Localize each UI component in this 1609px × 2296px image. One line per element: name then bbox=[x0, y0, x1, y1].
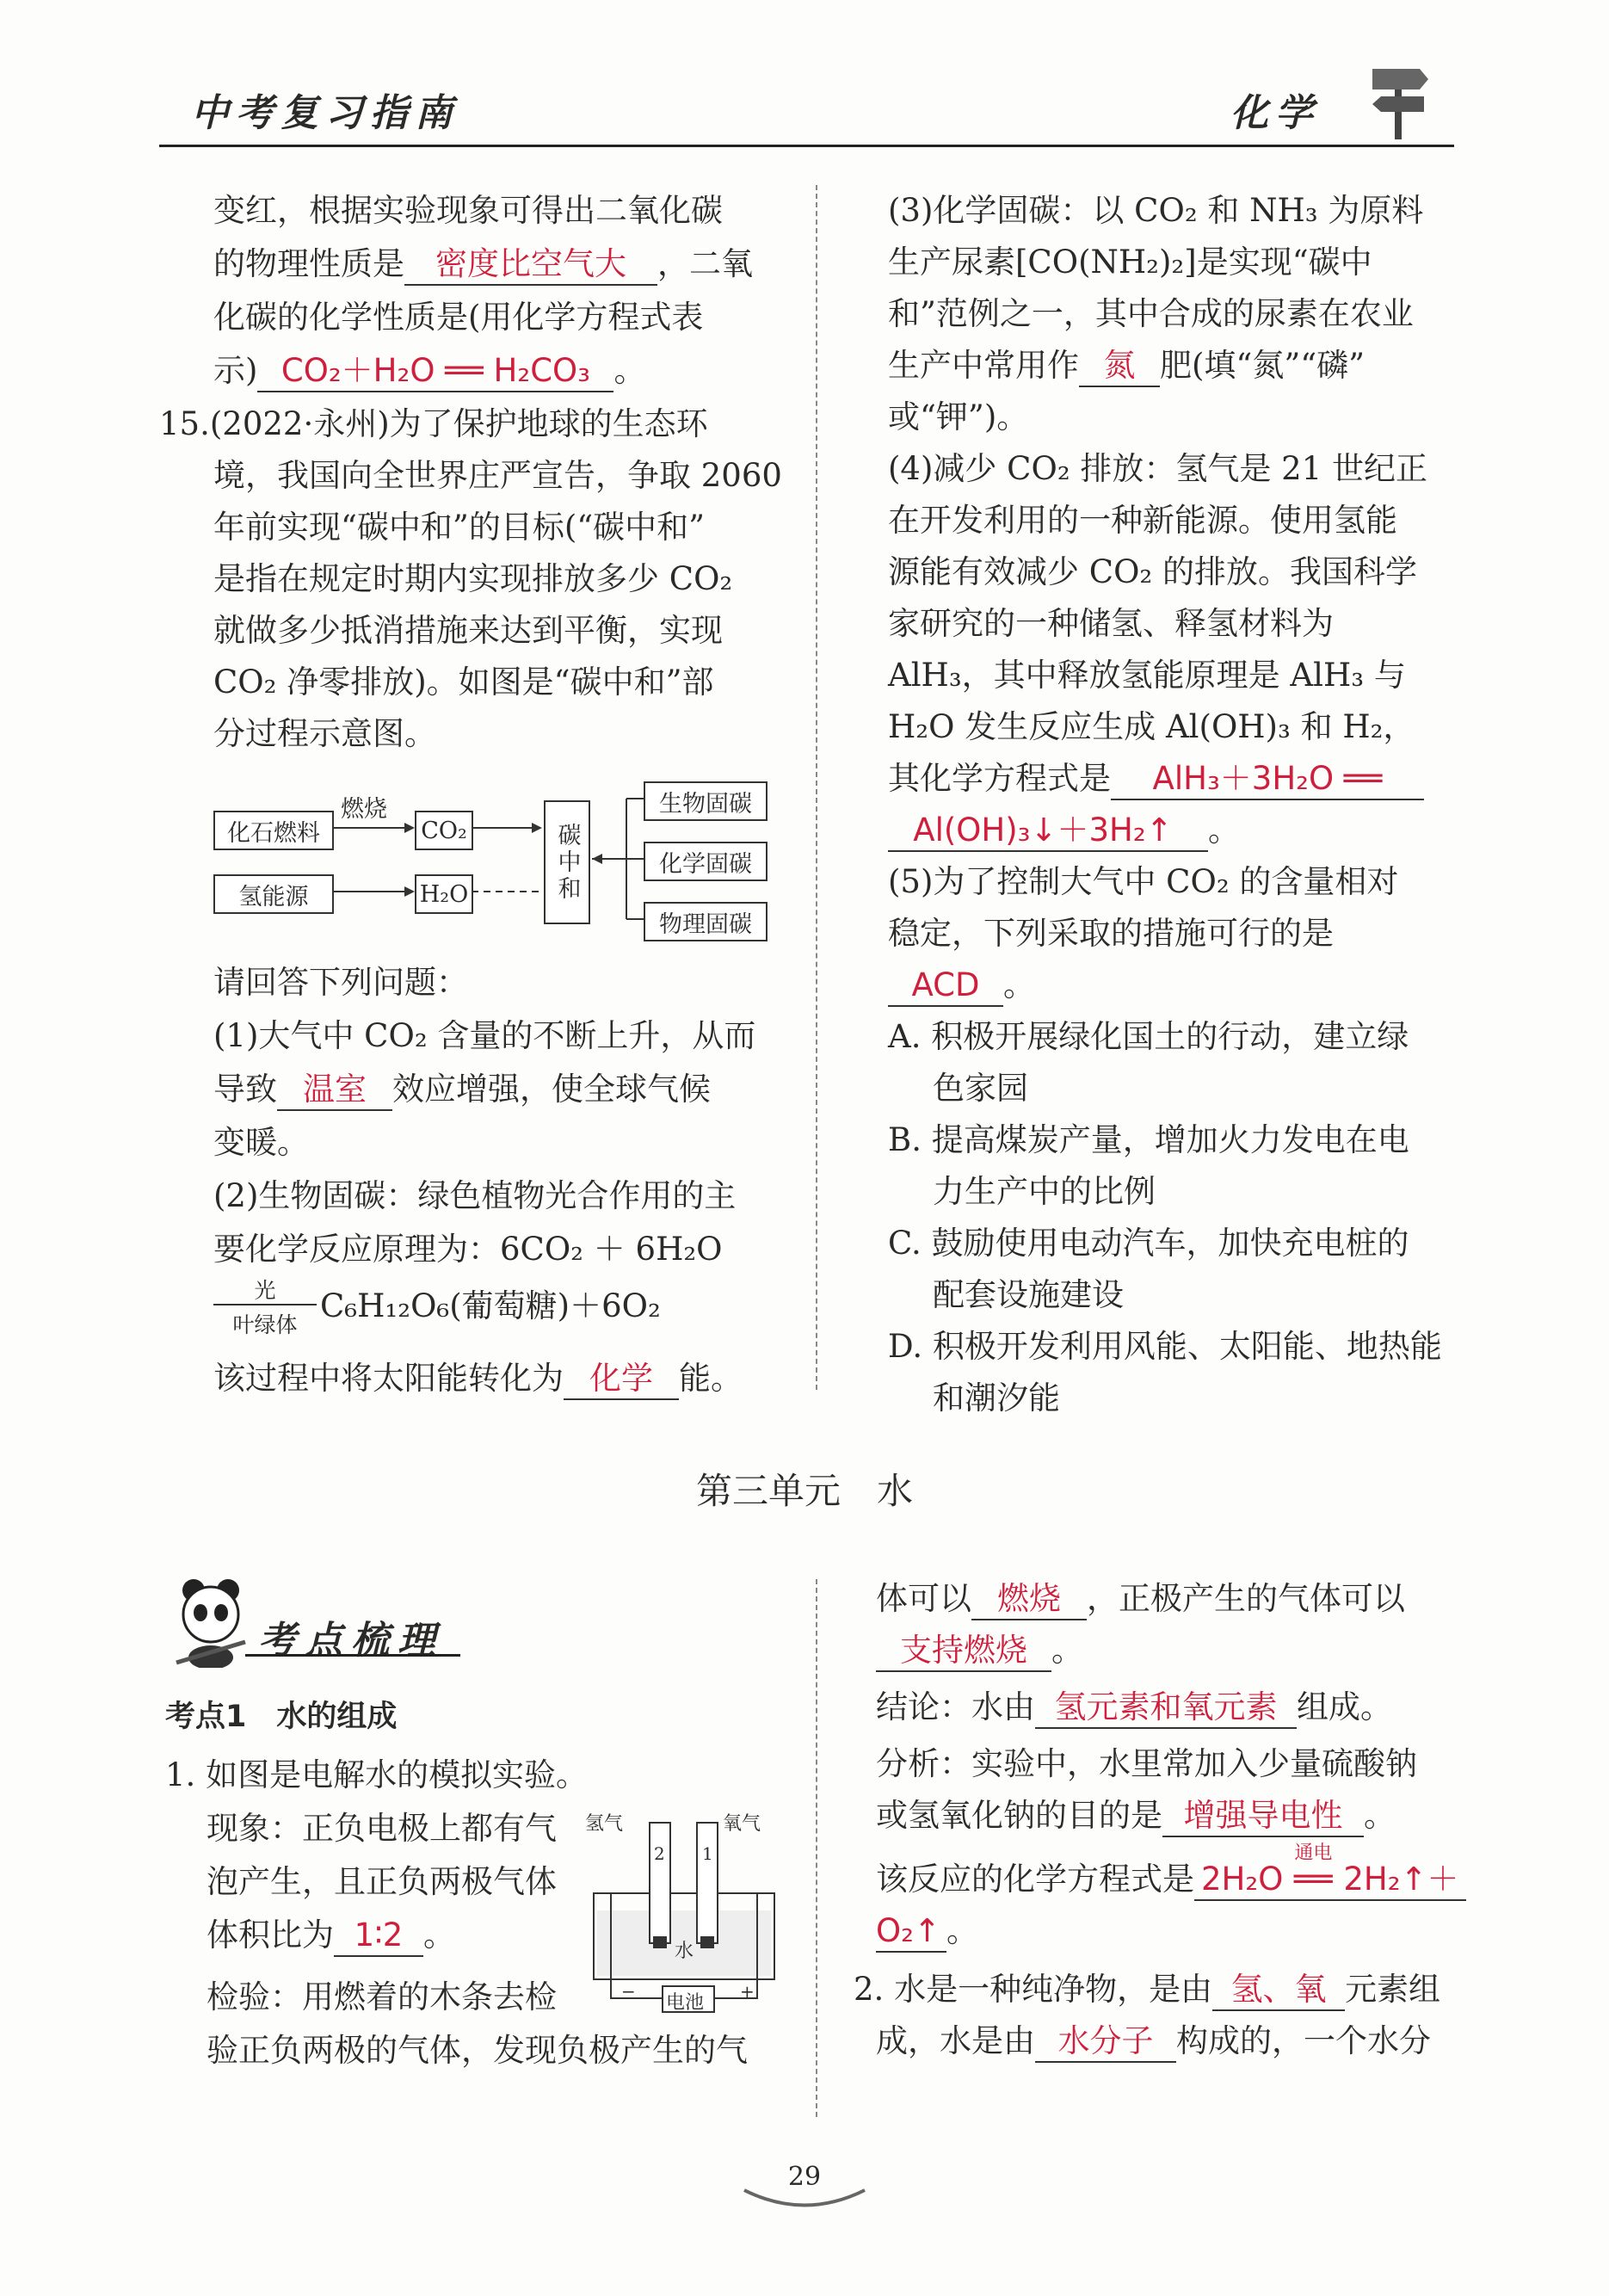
answer-blank: 氢元素和氧元素 bbox=[1035, 1688, 1297, 1729]
text-line: 现象：正负电极上都有气 bbox=[207, 1810, 557, 1847]
text-line: 的物理性质是 密度比空气大 ，二氧 bbox=[213, 238, 753, 290]
condition-line bbox=[213, 1304, 317, 1305]
question-15: 15.(2022·永州)为了保护地球的生态环 境，我国向全世界庄严宣告，争取 2060 年前实现“碳中和”的目标(“碳中和” 是指在规定时期内实现排放多少 CO₂ 就做多少抵消措施来达到平衡，实现 CO₂ 净零排放)。如图是“碳中和”部 分过程示意图。 bbox=[159, 405, 782, 752]
text-line: 请回答下列问题： bbox=[213, 964, 468, 1001]
badge-underline bbox=[245, 1654, 460, 1657]
column-divider-bottom bbox=[816, 1579, 817, 2117]
equation-line: C₆H₁₂O₆(葡萄糖)＋6O₂ bbox=[320, 1287, 661, 1324]
answer-blank: 氢、氧 bbox=[1212, 1970, 1345, 2011]
answer-blank: Al(OH)₃↓＋3H₂↑ bbox=[888, 811, 1208, 852]
answer-blank: 支持燃烧 bbox=[876, 1631, 1051, 1672]
text-line: 变红，根据实验现象可得出二氧化碳 bbox=[213, 192, 723, 229]
option-a: A. 积极开展绿化国土的行动，建立绿 bbox=[888, 1018, 1409, 1055]
text-line: 检验：用燃着的木条去检 bbox=[207, 1978, 557, 2015]
text-line: (1)大气中 CO₂ 含量的不断上升，从而 bbox=[213, 1017, 756, 1054]
answer-blank: 水分子 bbox=[1035, 2021, 1176, 2063]
box-bio-fixation: 生物固碳 bbox=[644, 781, 768, 821]
condition-top: 光 bbox=[254, 1278, 276, 1303]
kaodian-1-heading: 考点1 水的组成 bbox=[165, 1700, 398, 1734]
box-co2: CO₂ bbox=[415, 811, 473, 850]
text-line: 体积比为 1∶2 。 bbox=[207, 1910, 455, 1961]
label-burn: 燃烧 bbox=[341, 796, 387, 823]
electrolysis-figure bbox=[585, 1807, 792, 2022]
answer-blank: 密度比空气大 bbox=[404, 244, 657, 286]
header-right-title: 化学 bbox=[1230, 91, 1320, 135]
text-line: 泡产生，且正负两极气体 bbox=[207, 1863, 557, 1900]
label-oxygen: 氧气 bbox=[723, 1813, 761, 1835]
text-line: 要化学反应原理为：6CO₂ ＋ 6H₂O bbox=[213, 1231, 723, 1268]
panda-mascot-icon bbox=[168, 1573, 254, 1668]
header-rule bbox=[159, 145, 1454, 147]
text-line: 验正负两极的气体，发现负极产生的气 bbox=[207, 2032, 748, 2069]
page-number-decoration bbox=[740, 2182, 869, 2216]
text-line: 化碳的化学性质是(用化学方程式表 bbox=[213, 299, 704, 336]
text-line: 变暖。 bbox=[213, 1124, 309, 1161]
answer-blank: AlH₃＋3H₂O ══ bbox=[1111, 759, 1424, 800]
carbon-neutral-diagram bbox=[213, 775, 781, 947]
signpost-icon bbox=[1364, 60, 1433, 142]
label-hydrogen: 氢气 bbox=[585, 1813, 624, 1835]
label-plus: + bbox=[740, 1981, 755, 2002]
column-divider-top bbox=[816, 185, 817, 1390]
answer-blank: 温室 bbox=[277, 1070, 392, 1111]
box-hydrogen-energy: 氢能源 bbox=[213, 874, 334, 914]
box-phys-fixation: 物理固碳 bbox=[644, 902, 768, 941]
label-battery: 电池 bbox=[666, 1992, 705, 2014]
text-line: 示) CO₂＋H₂O ══ H₂CO₃ 。 bbox=[213, 345, 645, 397]
box-chem-fixation: 化学固碳 bbox=[644, 842, 768, 881]
answer-blank: 化学 bbox=[564, 1359, 679, 1400]
text-line: 1. 如图是电解水的模拟实验。 bbox=[165, 1756, 589, 1793]
unit-title: 第三单元 水 bbox=[695, 1470, 913, 1512]
answer-blank: O₂↑ bbox=[876, 1911, 946, 1953]
page-number: 29 bbox=[787, 2162, 822, 2192]
box-carbon-neutral: 碳中和 bbox=[544, 800, 590, 924]
answer-blank: ACD bbox=[888, 966, 1003, 1007]
answer-blank: CO₂＋H₂O ══ H₂CO₃ bbox=[257, 351, 613, 392]
label-water: 水 bbox=[675, 1941, 694, 1962]
text-line: (2)生物固碳：绿色植物光合作用的主 bbox=[213, 1177, 737, 1214]
box-h2o: H₂O bbox=[415, 874, 473, 914]
box-fossil-fuel: 化石燃料 bbox=[213, 811, 334, 850]
answer-blank: 氮 bbox=[1079, 346, 1160, 387]
answer-blank: 增强导电性 bbox=[1162, 1796, 1364, 1837]
text-line: 导致 温室 效应增强，使全球气候 bbox=[213, 1064, 711, 1115]
condition-bottom: 叶绿体 bbox=[232, 1312, 298, 1337]
text-line: 该过程中将太阳能转化为 化学 能。 bbox=[213, 1353, 743, 1404]
right-column-top: (3)化学固碳：以 CO₂ 和 NH₃ 为原料 生产尿素[CO(NH₂)₂]是实现“碳中 和”范例之一，其中合成的尿素在农业 生产中常用作 氮 肥(填“氮”“磷” 或“钾”)。 (4)减少 CO₂ 排放：氢气是 21 世纪正 在开发利用的一种新能源。使用氢能 源能有效减少 CO₂ 的排放。我国科学 家研究的一种储氢、释氢材料为 AlH₃，其中释放氢能原理是 AlH₃ 与 H₂O 发生反应生成 Al(OH)₃ 和 H₂， 其化学方程式是 AlH₃＋3H₂O ══ Al(OH)₃↓＋3H₂↑ 。 (5)为了控制大气中 CO₂ 的含量相对 稳定，下列采取的措施可行的是 ACD 。 A. 积极开展绿化国土的行动，建立绿 色家园 B. 提高煤炭产量，增加火力发电在电 力生产中的比例 C. 鼓励使用电动汽车，加快充电桩的 配套设施建设 D. 积极开发利用风能、太阳能、地热能 和潮汐能 bbox=[888, 192, 1442, 1416]
option-b: B. 提高煤炭产量，增加火力发电在电 bbox=[888, 1121, 1409, 1158]
header-left-title: 中考复习指南 bbox=[191, 91, 459, 135]
section-badge: 考点梳理 bbox=[258, 1619, 444, 1663]
option-c: C. 鼓励使用电动汽车，加快充电桩的 bbox=[888, 1225, 1409, 1262]
answer-blank: 燃烧 bbox=[971, 1579, 1087, 1620]
label-minus: − bbox=[621, 1981, 636, 2002]
right-column-bottom: 体可以 燃烧 ，正极产生的气体可以 支持燃烧 。 结论：水由 氢元素和氧元素 组成。 分析：实验中，水里常加入少量硫酸钠 或氢氧化钠的目的是 增强导电性 。 该反应的化学方程式是 2H₂O 通电 ══ 2H₂↑＋ O₂↑ 。 2. 水是一种纯净物，是由 氢、氧 元素组 成，水是由 水分子 构成的，一个水分 bbox=[876, 1573, 1466, 2067]
option-d: D. 积极开发利用风能、太阳能、地热能 bbox=[888, 1328, 1442, 1365]
label-tube-1: 1 bbox=[702, 1843, 713, 1864]
answer-blank: 1∶2 bbox=[334, 1916, 423, 1957]
label-tube-2: 2 bbox=[654, 1843, 665, 1864]
